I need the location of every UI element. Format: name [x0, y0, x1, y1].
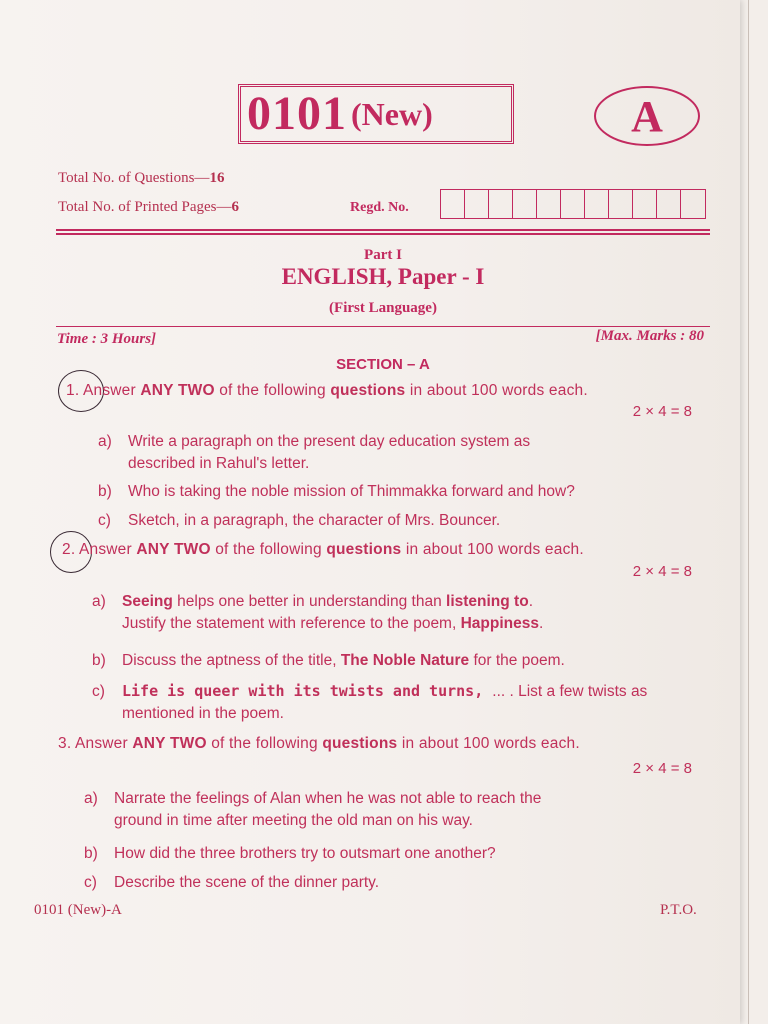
- exam-time: Time : 3 Hours]: [57, 331, 157, 347]
- regd-digit-box[interactable]: [609, 190, 633, 218]
- question-3a: a) Narrate the feelings of Alan when he was not able to reach the ground in time after meeting the old man on his way.: [84, 790, 542, 829]
- paper-code-box: [238, 84, 514, 144]
- paper-code-number: 0101: [247, 87, 347, 140]
- question-3c: c) Describe the scene of the dinner party.: [84, 874, 380, 891]
- question-3b: b) How did the three brothers try to outsmart one another?: [84, 845, 496, 862]
- section-heading: SECTION – A: [336, 356, 430, 373]
- regd-digit-box[interactable]: [465, 190, 489, 218]
- question-2a: a) Seeing helps one better in understanding than listening to. Justify the statement with reference to the poem, Happiness.: [92, 593, 544, 632]
- question-1b: b) Who is taking the noble mission of Thimmakka forward and how?: [98, 483, 575, 500]
- regd-digit-box[interactable]: [441, 190, 465, 218]
- title-divider: [56, 326, 710, 327]
- regd-digit-box[interactable]: [489, 190, 513, 218]
- total-questions: Total No. of Questions—16: [58, 170, 225, 186]
- max-marks: [Max. Marks : 80: [595, 328, 704, 344]
- regd-digit-box[interactable]: [681, 190, 705, 218]
- question-3: 3. Answer ANY TWO of the following questions in about 100 words each.: [58, 735, 580, 752]
- regd-digit-box[interactable]: [585, 190, 609, 218]
- footer-paper-code: 0101 (New)-A: [34, 902, 122, 918]
- page-edge: [748, 0, 749, 1024]
- question-3-score: 2 × 4 = 8: [632, 760, 692, 777]
- question-1: 1. Answer ANY TWO of the following questions in about 100 words each.: [66, 382, 588, 399]
- total-pages: Total No. of Printed Pages—6: [58, 199, 240, 215]
- regd-no-label: Regd. No.: [350, 200, 409, 215]
- question-2c: c) Life is queer with its twists and turns, ... . List a few twists as mentioned in the poem.: [92, 682, 648, 722]
- header-divider: [56, 229, 710, 235]
- question-1c: c) Sketch, in a paragraph, the character of Mrs. Bouncer.: [98, 512, 501, 529]
- subject-title: ENGLISH, Paper - I: [281, 264, 485, 289]
- question-set-letter: A: [631, 91, 663, 141]
- question-2: 2. Answer ANY TWO of the following questions in about 100 words each.: [62, 541, 584, 558]
- regd-no-boxes[interactable]: [440, 189, 706, 219]
- regd-digit-box[interactable]: [561, 190, 585, 218]
- question-1-score: 2 × 4 = 8: [632, 403, 692, 420]
- regd-digit-box[interactable]: [513, 190, 537, 218]
- language-label: (First Language): [329, 300, 437, 316]
- regd-digit-box[interactable]: [537, 190, 561, 218]
- question-set-badge: [594, 86, 700, 146]
- regd-digit-box[interactable]: [633, 190, 657, 218]
- question-1a: a) Write a paragraph on the present day education system as described in Rahul's letter.: [98, 433, 531, 472]
- question-2b: b) Discuss the aptness of the title, The Noble Nature for the poem.: [92, 652, 565, 669]
- regd-digit-box[interactable]: [657, 190, 681, 218]
- question-2-score: 2 × 4 = 8: [632, 563, 692, 580]
- part-label: Part I: [364, 247, 402, 263]
- paper-code-suffix: (New): [351, 96, 433, 132]
- footer-pto: P.T.O.: [660, 902, 697, 918]
